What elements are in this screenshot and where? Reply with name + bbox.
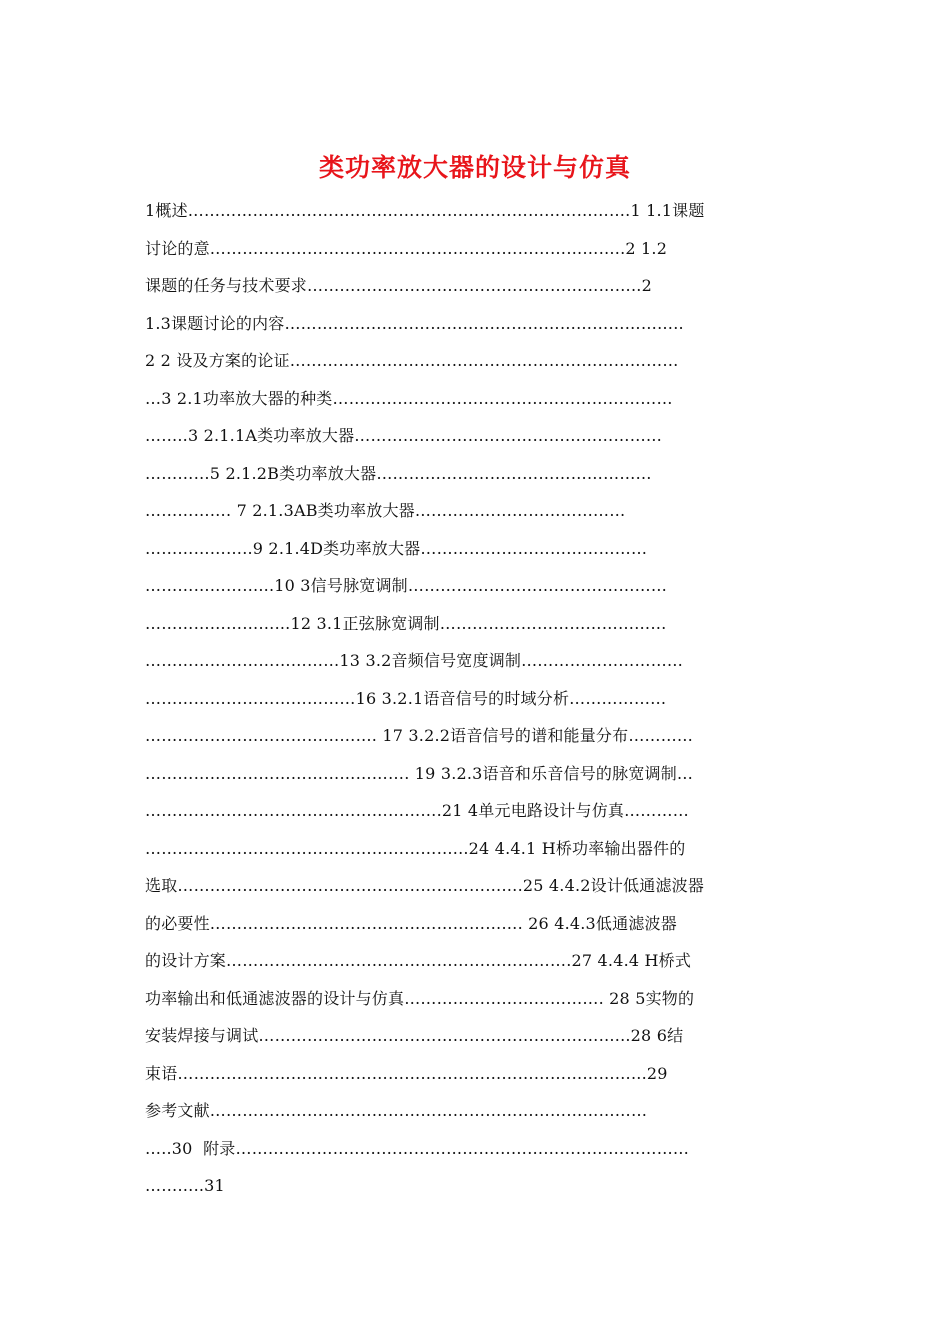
toc-line: 2 2 设及方案的论证……………………………………………………………… [145, 351, 679, 370]
toc-line: …..30 附录………………………………………………………………………… [145, 1138, 690, 1158]
toc-line: 选取……………………………………………………….25 4.4.2设计低通滤波器 [145, 876, 705, 895]
toc-line: …………………………………16 3.2.1语音信号的时域分析……………… [145, 688, 667, 708]
table-of-contents [145, 192, 810, 1205]
toc-line: …………5 2.1.2B类功率放大器…………………………………………… [145, 463, 652, 483]
toc-line: ……………………...12 3.1正弦脉宽调制…………………………………… [145, 613, 667, 633]
toc-line: 课题的任务与技术要求……………………………………………………..2 [145, 276, 652, 295]
toc-line: 的设计方案……………………………………………………….27 4.4.4 H桥式 [145, 951, 692, 970]
toc-line: …3 2.1功率放大器的种类……………………………………………………… [145, 388, 673, 408]
toc-line: 1.3课题讨论的内容……………………………………………………………….. [145, 313, 684, 333]
toc-line: ……………………………………………….21 4单元电路设计与仿真………… [145, 801, 689, 820]
toc-line: 1概述……………………………………………………………………….1 1.1课题 [145, 201, 705, 220]
toc-line: ……………. 7 2.1.3AB类功率放大器………………………………… [145, 501, 626, 520]
toc-line: 参考文献……………………………………………………………………… [145, 1101, 648, 1120]
toc-line: …………………...10 3信号脉宽调制………………………………………… [145, 576, 668, 595]
toc-line: 束语…………………………………………………………………………...29 [145, 1063, 668, 1083]
toc-line: ………..31 [145, 1176, 225, 1195]
toc-line: ……………………………………. 17 3.2.2语音信号的谱和能量分布………… [145, 726, 694, 745]
document-title: 类功率放大器的设计与仿真 [318, 153, 631, 182]
toc-line: …………………………………………. 19 3.2.3语音和乐音信号的脉宽调制… [145, 763, 694, 783]
toc-line: …………………………………………………...24 4.4.1 H桥功率输出器件的 [145, 838, 686, 858]
toc-line: 讨论的意…………………………………………………………………..2 1.2 [145, 238, 668, 258]
toc-line: 功率输出和低通滤波器的设计与仿真………………………………. 28 5实物的 [145, 988, 695, 1008]
toc-line: 的必要性…………………………………………………. 26 4.4.3低通滤波器 [145, 913, 677, 933]
toc-line: ………………..9 2.1.4D类功率放大器…………………………………… [145, 538, 648, 558]
toc-line: ……..3 2.1.1A类功率放大器………………………………………………… [145, 426, 663, 445]
toc-line: ………………………………13 3.2音频信号宽度调制………………………… [145, 651, 684, 670]
toc-line: 安装焊接与调试…………………………………………………………...28 6结 [145, 1026, 684, 1045]
